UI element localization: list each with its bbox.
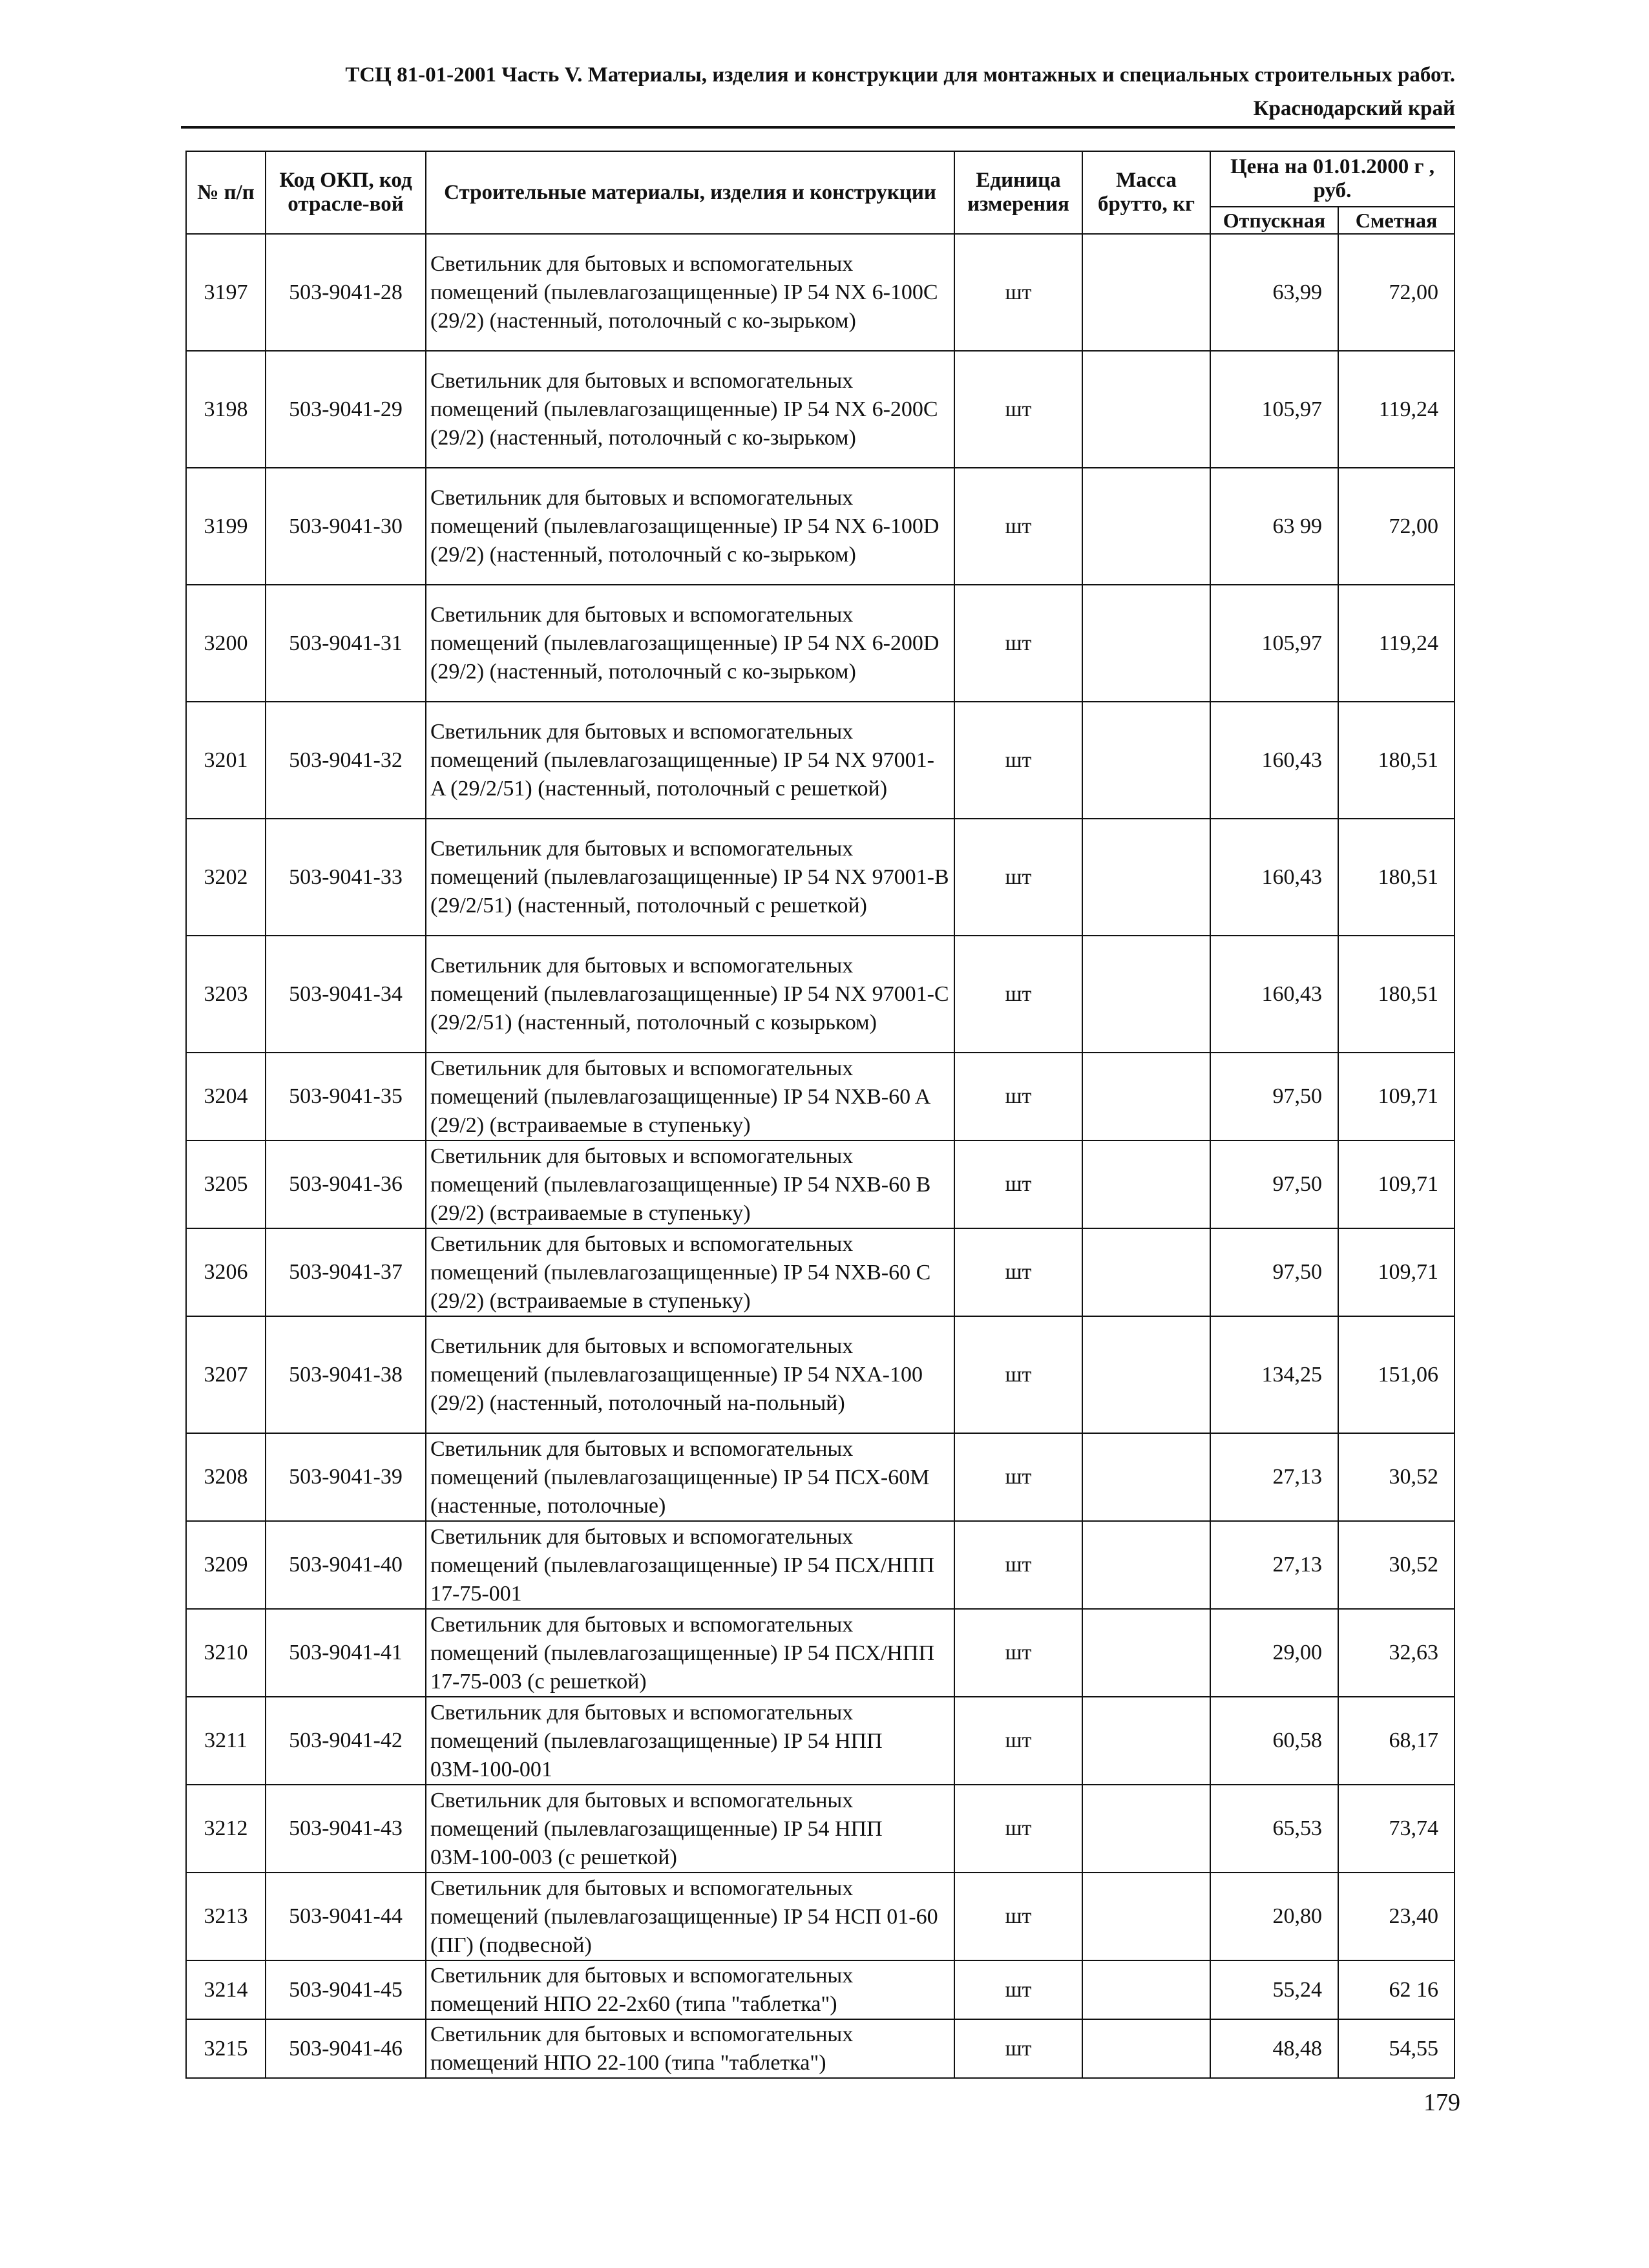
table-row: [186, 936, 1455, 1053]
row-description: Светильник для бытовых и вспомогательных помещений (пылевлагозащищенные) IP 54 ПСХ/НПП 17-75-001: [426, 1521, 954, 1609]
row-estimate-price: 119,24: [1338, 351, 1455, 468]
row-number: 3205: [186, 1140, 266, 1228]
row-number: 3202: [186, 819, 266, 936]
row-mass: [1082, 234, 1210, 351]
row-number: 3215: [186, 2019, 266, 2078]
row-code: 503-9041-39: [266, 1433, 426, 1521]
row-release-price: 27,13: [1210, 1521, 1338, 1609]
row-code: 503-9041-37: [266, 1228, 426, 1316]
row-release-price: 65,53: [1210, 1785, 1338, 1873]
row-code: 503-9041-42: [266, 1697, 426, 1785]
row-description: Светильник для бытовых и вспомогательных помещений (пылевлагозащищенные) IP 54 NX 6-100D (29/2) (настенный, потолочный с ко-зырьком): [426, 468, 954, 585]
table-row: [186, 1053, 1455, 1140]
row-release-price: 63,99: [1210, 234, 1338, 351]
col-header-num: № п/п: [186, 151, 266, 234]
row-code: 503-9041-43: [266, 1785, 426, 1873]
table-row: [186, 702, 1455, 819]
table-row: [186, 1521, 1455, 1609]
col-header-price-group: Цена на 01.01.2000 г , руб.: [1210, 151, 1455, 207]
col-header-name: Строительные материалы, изделия и конструкции: [426, 151, 954, 234]
header-divider: [181, 126, 1455, 129]
row-release-price: 97,50: [1210, 1228, 1338, 1316]
row-mass: [1082, 585, 1210, 702]
row-release-price: 97,50: [1210, 1140, 1338, 1228]
row-number: 3207: [186, 1316, 266, 1433]
table-row: [186, 1873, 1455, 1960]
row-code: 503-9041-31: [266, 585, 426, 702]
row-release-price: 160,43: [1210, 702, 1338, 819]
row-number: 3206: [186, 1228, 266, 1316]
row-release-price: 134,25: [1210, 1316, 1338, 1433]
row-description: Светильник для бытовых и вспомогательных помещений (пылевлагозащищенные) IP 54 NX 97001-C (29/2/51) (настенный, потолочный с козырьком): [426, 936, 954, 1053]
row-unit: шт: [954, 2019, 1082, 2078]
row-code: 503-9041-36: [266, 1140, 426, 1228]
row-description: Светильник для бытовых и вспомогательных помещений (пылевлагозащищенные) IP 54 NX 97001-A (29/2/51) (настенный, потолочный с решеткой): [426, 702, 954, 819]
row-mass: [1082, 1697, 1210, 1785]
row-number: 3199: [186, 468, 266, 585]
row-unit: шт: [954, 1960, 1082, 2019]
row-mass: [1082, 1609, 1210, 1697]
row-estimate-price: 119,24: [1338, 585, 1455, 702]
table-row: [186, 819, 1455, 936]
row-description: Светильник для бытовых и вспомогательных помещений (пылевлагозащищенные) IP 54 НПП 03М-100-001: [426, 1697, 954, 1785]
row-description: Светильник для бытовых и вспомогательных помещений (пылевлагозащищенные) IP 54 ПСХ-60М (настенные, потолочные): [426, 1433, 954, 1521]
row-unit: шт: [954, 468, 1082, 585]
table-row: [186, 1433, 1455, 1521]
col-header-estimate-price: Сметная: [1338, 207, 1455, 234]
table-row: [186, 468, 1455, 585]
row-code: 503-9041-34: [266, 936, 426, 1053]
row-number: 3212: [186, 1785, 266, 1873]
row-unit: шт: [954, 234, 1082, 351]
row-number: 3211: [186, 1697, 266, 1785]
price-table: [185, 151, 1455, 2079]
row-estimate-price: 72,00: [1338, 234, 1455, 351]
row-unit: шт: [954, 1785, 1082, 1873]
row-release-price: 105,97: [1210, 585, 1338, 702]
row-mass: [1082, 1521, 1210, 1609]
row-estimate-price: 72,00: [1338, 468, 1455, 585]
row-estimate-price: 109,71: [1338, 1228, 1455, 1316]
row-description: Светильник для бытовых и вспомогательных помещений (пылевлагозащищенные) IP 54 ПСХ/НПП 17-75-003 (с решеткой): [426, 1609, 954, 1697]
row-description: Светильник для бытовых и вспомогательных помещений (пылевлагозащищенные) IP 54 NXB-60 B (29/2) (встраиваемые в ступеньку): [426, 1140, 954, 1228]
row-release-price: 20,80: [1210, 1873, 1338, 1960]
row-code: 503-9041-46: [266, 2019, 426, 2078]
row-unit: шт: [954, 1228, 1082, 1316]
table-row: [186, 1609, 1455, 1697]
row-unit: шт: [954, 1873, 1082, 1960]
page-number: 179: [1423, 2089, 1460, 2116]
table-row: [186, 1697, 1455, 1785]
row-code: 503-9041-41: [266, 1609, 426, 1697]
table-row: [186, 1228, 1455, 1316]
row-description: Светильник для бытовых и вспомогательных помещений НПО 22-2х60 (типа "таблетка"): [426, 1960, 954, 2019]
row-code: 503-9041-28: [266, 234, 426, 351]
row-release-price: 97,50: [1210, 1053, 1338, 1140]
row-mass: [1082, 1053, 1210, 1140]
row-estimate-price: 151,06: [1338, 1316, 1455, 1433]
row-estimate-price: 180,51: [1338, 819, 1455, 936]
col-header-mass: Масса брутто, кг: [1082, 151, 1210, 234]
row-unit: шт: [954, 585, 1082, 702]
table-row: [186, 1316, 1455, 1433]
row-code: 503-9041-45: [266, 1960, 426, 2019]
row-mass: [1082, 1433, 1210, 1521]
row-unit: шт: [954, 819, 1082, 936]
row-number: 3213: [186, 1873, 266, 1960]
col-header-unit: Единица измерения: [954, 151, 1082, 234]
table-row: [186, 351, 1455, 468]
row-code: 503-9041-44: [266, 1873, 426, 1960]
row-number: 3203: [186, 936, 266, 1053]
row-description: Светильник для бытовых и вспомогательных помещений (пылевлагозащищенные) IP 54 НСП 01-60 (ПГ) (подвесной): [426, 1873, 954, 1960]
row-number: 3198: [186, 351, 266, 468]
row-code: 503-9041-29: [266, 351, 426, 468]
row-unit: шт: [954, 1521, 1082, 1609]
row-mass: [1082, 1785, 1210, 1873]
row-unit: шт: [954, 936, 1082, 1053]
row-mass: [1082, 1316, 1210, 1433]
table-row: [186, 1960, 1455, 2019]
row-mass: [1082, 702, 1210, 819]
row-number: 3214: [186, 1960, 266, 2019]
row-mass: [1082, 1228, 1210, 1316]
row-number: 3201: [186, 702, 266, 819]
row-unit: шт: [954, 702, 1082, 819]
table-row: [186, 585, 1455, 702]
row-release-price: 63 99: [1210, 468, 1338, 585]
row-number: 3208: [186, 1433, 266, 1521]
table-row: [186, 234, 1455, 351]
row-release-price: 160,43: [1210, 936, 1338, 1053]
header-region: Краснодарский край: [1253, 97, 1455, 120]
row-code: 503-9041-40: [266, 1521, 426, 1609]
row-release-price: 27,13: [1210, 1433, 1338, 1521]
row-release-price: 29,00: [1210, 1609, 1338, 1697]
row-release-price: 48,48: [1210, 2019, 1338, 2078]
row-estimate-price: 30,52: [1338, 1521, 1455, 1609]
row-number: 3200: [186, 585, 266, 702]
row-description: Светильник для бытовых и вспомогательных помещений (пылевлагозащищенные) IP 54 NXB-60 A (29/2) (встраиваемые в ступеньку): [426, 1053, 954, 1140]
row-unit: шт: [954, 351, 1082, 468]
row-unit: шт: [954, 1609, 1082, 1697]
row-unit: шт: [954, 1433, 1082, 1521]
row-mass: [1082, 1960, 1210, 2019]
row-description: Светильник для бытовых и вспомогательных помещений (пылевлагозащищенные) IP 54 NX 6-200D (29/2) (настенный, потолочный с ко-зырьком): [426, 585, 954, 702]
row-description: Светильник для бытовых и вспомогательных помещений НПО 22-100 (типа "таблетка"): [426, 2019, 954, 2078]
row-estimate-price: 180,51: [1338, 702, 1455, 819]
row-unit: шт: [954, 1140, 1082, 1228]
page-header: [181, 58, 1455, 125]
row-mass: [1082, 1873, 1210, 1960]
row-number: 3197: [186, 234, 266, 351]
row-description: Светильник для бытовых и вспомогательных помещений (пылевлагозащищенные) IP 54 NX 6-200C (29/2) (настенный, потолочный с ко-зырьком): [426, 351, 954, 468]
row-estimate-price: 109,71: [1338, 1140, 1455, 1228]
row-release-price: 60,58: [1210, 1697, 1338, 1785]
row-estimate-price: 68,17: [1338, 1697, 1455, 1785]
row-estimate-price: 180,51: [1338, 936, 1455, 1053]
row-estimate-price: 54,55: [1338, 2019, 1455, 2078]
row-code: 503-9041-35: [266, 1053, 426, 1140]
row-estimate-price: 62 16: [1338, 1960, 1455, 2019]
row-code: 503-9041-30: [266, 468, 426, 585]
row-number: 3204: [186, 1053, 266, 1140]
row-estimate-price: 109,71: [1338, 1053, 1455, 1140]
row-description: Светильник для бытовых и вспомогательных помещений (пылевлагозащищенные) IP 54 NXB-60 C (29/2) (встраиваемые в ступеньку): [426, 1228, 954, 1316]
row-mass: [1082, 1140, 1210, 1228]
row-code: 503-9041-32: [266, 702, 426, 819]
table-body: [186, 234, 1455, 2078]
table-row: [186, 1785, 1455, 1873]
row-estimate-price: 23,40: [1338, 1873, 1455, 1960]
header-title: ТСЦ 81-01-2001 Часть V. Материалы, изделия и конструкции для монтажных и специальных строительных работ.: [345, 63, 1455, 87]
row-description: Светильник для бытовых и вспомогательных помещений (пылевлагозащищенные) IP 54 NX 6-100C (29/2) (настенный, потолочный с ко-зырьком): [426, 234, 954, 351]
row-release-price: 160,43: [1210, 819, 1338, 936]
row-release-price: 105,97: [1210, 351, 1338, 468]
row-unit: шт: [954, 1697, 1082, 1785]
row-estimate-price: 30,52: [1338, 1433, 1455, 1521]
row-description: Светильник для бытовых и вспомогательных помещений (пылевлагозащищенные) IP 54 НПП 03М-100-003 (с решеткой): [426, 1785, 954, 1873]
row-mass: [1082, 351, 1210, 468]
col-header-release-price: Отпускная: [1210, 207, 1338, 234]
row-estimate-price: 32,63: [1338, 1609, 1455, 1697]
row-description: Светильник для бытовых и вспомогательных помещений (пылевлагозащищенные) IP 54 NXA-100 (29/2) (настенный, потолочный на-польный): [426, 1316, 954, 1433]
row-number: 3210: [186, 1609, 266, 1697]
row-estimate-price: 73,74: [1338, 1785, 1455, 1873]
row-mass: [1082, 468, 1210, 585]
row-unit: шт: [954, 1053, 1082, 1140]
row-mass: [1082, 819, 1210, 936]
table-row: [186, 2019, 1455, 2078]
row-unit: шт: [954, 1316, 1082, 1433]
row-description: Светильник для бытовых и вспомогательных помещений (пылевлагозащищенные) IP 54 NX 97001-B (29/2/51) (настенный, потолочный с решеткой): [426, 819, 954, 936]
row-release-price: 55,24: [1210, 1960, 1338, 2019]
row-code: 503-9041-33: [266, 819, 426, 936]
row-mass: [1082, 936, 1210, 1053]
row-code: 503-9041-38: [266, 1316, 426, 1433]
table-row: [186, 1140, 1455, 1228]
row-number: 3209: [186, 1521, 266, 1609]
row-mass: [1082, 2019, 1210, 2078]
col-header-code: Код ОКП, код отрасле-вой: [266, 151, 426, 234]
